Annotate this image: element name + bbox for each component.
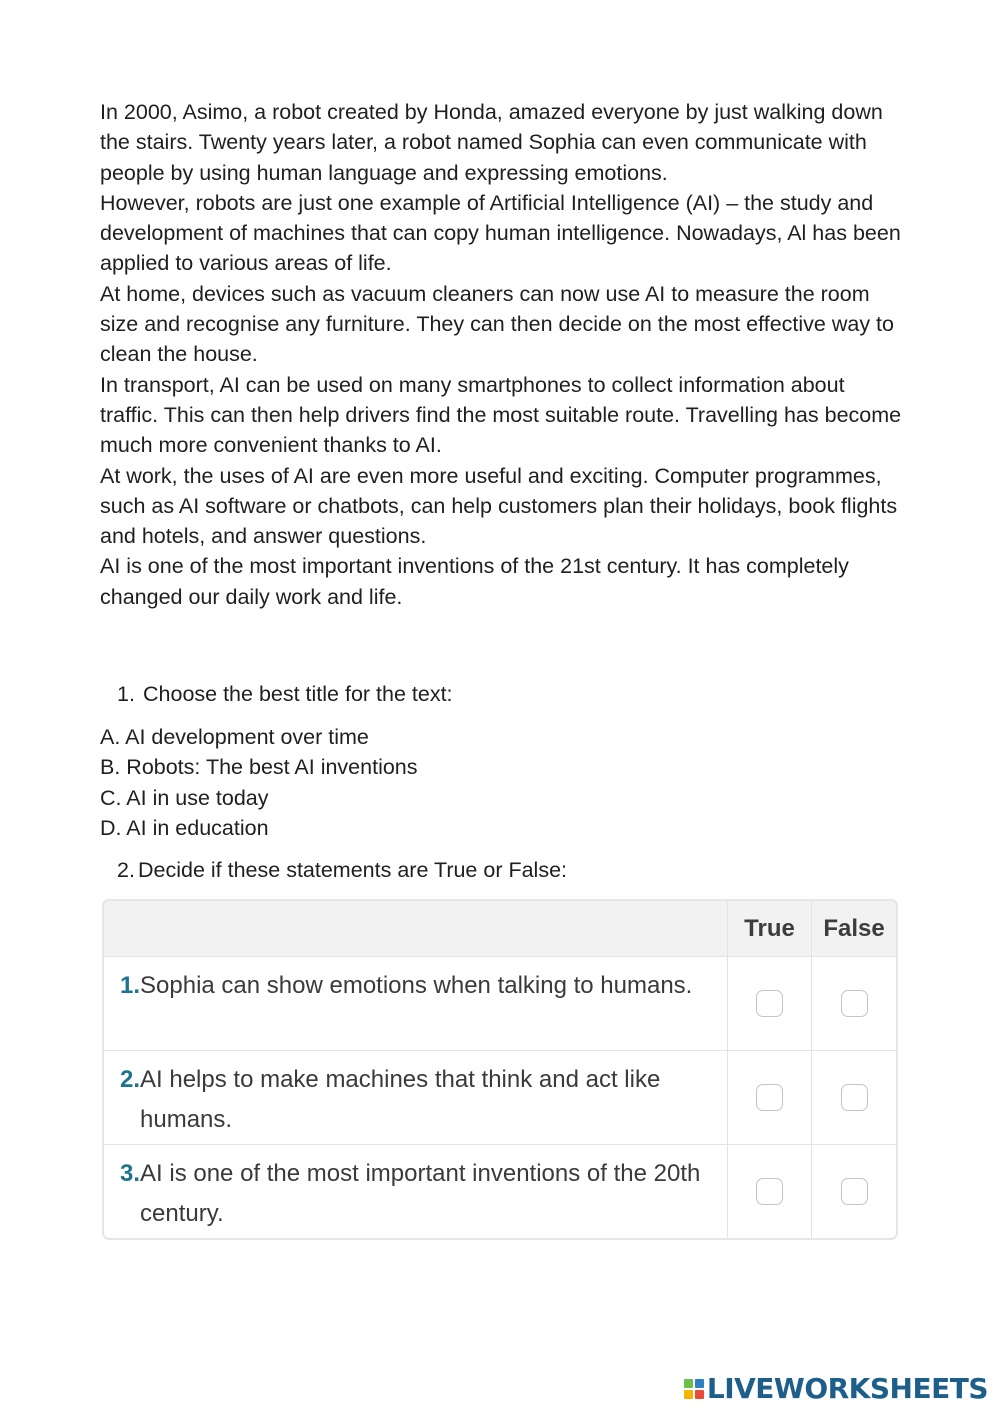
false-cell [812,1051,896,1144]
false-checkbox[interactable] [841,990,868,1017]
logo-square [684,1379,693,1388]
question-1-prompt [117,679,453,709]
true-cell [728,1051,812,1144]
false-checkbox[interactable] [841,1178,868,1205]
option-d: D. AI in education [100,815,269,840]
reading-passage [100,97,905,612]
option-a: A. AI development over time [100,725,369,749]
header-false: False [823,914,885,942]
true-checkbox[interactable] [756,990,783,1017]
true-false-table [102,899,898,1240]
logo-square [695,1390,704,1399]
table-row [104,957,896,1051]
statement-text: AI helps to make machines that think and act like humans. [140,1066,661,1133]
statement-number: 2. [120,1066,141,1093]
true-checkbox[interactable] [756,1178,783,1205]
logo-square [684,1390,693,1399]
false-cell [812,1145,896,1238]
true-checkbox[interactable] [756,1084,783,1111]
passage-paragraph: AI is one of the most important inventions of the 21st century. It has completely changed our daily work and life. [100,554,849,609]
header-true: True [728,901,812,956]
option-b: B. Robots: The best AI inventions [100,755,418,780]
statement-text: Sophia can show emotions when talking to humans. [140,972,693,999]
liveworksheets-logo [684,1374,988,1404]
question-text: Choose the best title for the text: [143,682,453,706]
question-number: 1. [117,682,135,706]
question-1-options [100,722,418,843]
passage-paragraph: At home, devices such as vacuum cleaners can now use AI to measure the room size and recognise any furniture. They can then decide on the most effective way to clean the house. [100,281,894,367]
passage-paragraph: However, robots are just one example of Artificial Intelligence (AI) – the study and development of machines that can copy human intelligence. Nowadays, Al has been applied to various areas of life. [100,190,901,276]
table-row [104,1051,896,1145]
passage-paragraph: At work, the uses of AI are even more useful and exciting. Computer programmes, such as AI software or chatbots, can help customers plan their holidays, book flights and hotels, and answer questions. [100,463,898,549]
false-checkbox[interactable] [841,1084,868,1111]
true-cell [728,957,812,1050]
table-header [104,901,896,957]
table-row [104,1145,896,1238]
passage-paragraph: In transport, AI can be used on many smartphones to collect information about traffic. This can then help drivers find the most suitable route. Travelling has become much more convenient thanks to AI. [100,372,902,458]
statement-cell [104,957,728,1050]
question-2-prompt [117,855,567,885]
header-statement-cell [104,901,728,956]
statement-number: 1. [120,972,141,999]
statement-cell [104,1051,728,1144]
statement-cell [104,1145,728,1238]
question-text: Decide if these statements are True or False: [138,858,568,882]
option-c: C. AI in use today [100,785,269,810]
statement-text: AI is one of the most important inventions of the 20th century. [140,1160,701,1227]
logo-text: LIVEWORKSHEETS [706,1372,988,1405]
logo-square [695,1379,704,1388]
question-number: 2. [117,858,135,882]
false-cell [812,957,896,1050]
statement-number: 3. [120,1160,141,1187]
passage-paragraph: In 2000, Asimo, a robot created by Honda, amazed everyone by just walking down the stairs. Twenty years later, a robot named Sophia can even communicate with people by using human language and expressing emotions. [100,100,883,185]
logo-mark-icon [684,1379,704,1399]
true-cell [728,1145,812,1238]
